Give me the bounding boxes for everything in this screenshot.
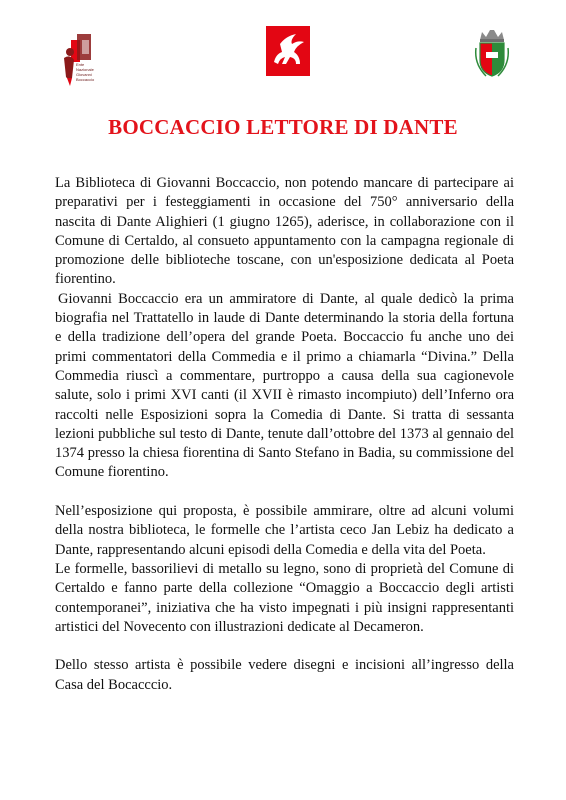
paragraph: Giovanni Boccaccio era un ammiratore di Dante, al quale dedicò la prima biografia nel Trattatello in laude di Dante determinando la storia della fortuna e della tradizione dell’opera del grande Poeta. Boccaccio fu anche uno dei primi commentatori della Commedia e il primo a chiamarla “Divina.” Della Commedia riuscì a commentare, purtroppo a causa della sua cagionevole salute, solo i primi XVI canti (il XVII è rimasto incompiuto) dell’Inferno ora raccolti nelle Esposizioni sopra la Comedia di Dante. Si tratta di sessanta lezioni pubbliche sul testo di Dante, tenute dall’ottobre del 1373 al gennaio del 1374 presso la chiesa fiorentina di Santo Stefano in Badia, su commissione del Comune fiorentino. — [55, 290, 514, 481]
document-body — [55, 174, 514, 695]
document-title: BOCCACCIO LETTORE DI DANTE — [108, 115, 458, 139]
comune-certaldo-crest — [472, 28, 512, 80]
biblioteca-boccaccio-logo — [58, 30, 108, 88]
coat-of-arms-icon — [472, 28, 512, 80]
paragraph: Nell’esposizione qui proposta, è possibile ammirare, oltre ad alcuni volumi della nostra biblioteca, le formelle che l’artista ceco Jan Lebiz ha dedicato a Dante, rappresentando alcuni episodi della Comedia e della vita del Poeta. — [55, 503, 514, 558]
paragraph: Dello stesso artista è possibile vedere disegni e incisioni all’ingresso della Casa del Bocacccio. — [55, 657, 514, 693]
paragraph: Le formelle, bassorilievi di metallo su legno, sono di proprietà del Comune di Certaldo e fanno parte della collezione “Omaggio a Boccaccio degli artisti contemporanei”, iniziativa che ha visto impegnati i più insigni rappresentanti artistici del Novecento con illustrazioni dedicate al Decameron. — [55, 560, 514, 635]
paragraph: La Biblioteca di Giovanni Boccaccio, non potendo mancare di partecipare ai preparativi per i festeggiamenti in occasione del 750° anniversario della nascita di Dante Alighieri (1 giugno 1265), aderisce, in collaborazione con il Comune di Certaldo, al consueto appuntamento con la campagna regionale di promozione delle biblioteche toscane, con un'esposizione dedicata al Poeta fiorentino. — [55, 175, 514, 288]
regione-toscana-logo — [266, 26, 310, 76]
pegasus-icon — [266, 26, 310, 76]
logo-caption: Ente Nazionale Giovanni Boccaccio — [76, 62, 95, 82]
